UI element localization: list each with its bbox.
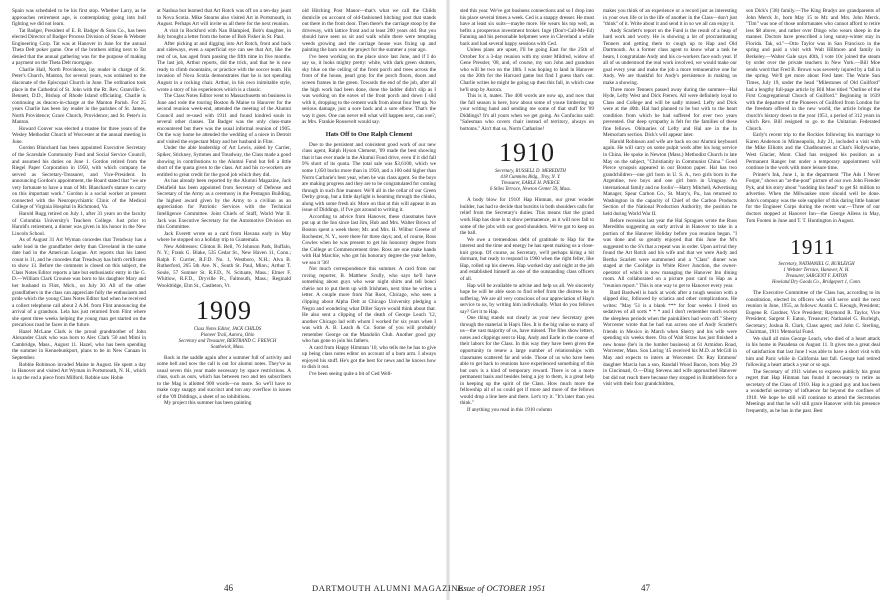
page-number-right: 47 xyxy=(641,583,650,593)
paragraph: After picking at and digging into Art Rotch, front and back and sideways, even a superficial eye can see that Art, like the rest of us, has aged from passing the fifth time in five months. The last job, Arthur reports, did the trick, and that he is now ready to climb mountains, or practice with the soccer team. His invasion of Nova Scotia demonstrates that he is not spending August in a rocking chair. Arthur, in his own inimitable style, wrote a story of his experiences which is a classic. xyxy=(157,40,291,93)
class-officer-address: 418 Cummins Bldg., Troy, N. Y. xyxy=(500,175,561,181)
paragraph: A card from Happy Himman '10, who tells me he has to give up being class notes editor on account of a bum arm. I always enjoyed his stuff. He's got the best for news and he knows how to dish it out. xyxy=(302,344,436,371)
paragraph: The Executive Committee of the Class has, according to its constitution, elected its officers who will serve until the next reunion in June, 1955, as follows: Austin C. Keough, President; Eugene R. Gardner, Vice President; Raymond R. Taylor, Vice President; Sargent F. Eaton, Treasurer; Nathaniel G. Burleigh, Secretary; Joshua R. Clark, Class agent; and John C. Sterling, Chairman, 1911 Memorial Fund. xyxy=(746,290,880,336)
paragraph: makes you think of an experience or a record just as interesting in your own life or in the life of another in the Class—don't just "think" of it. Write about it and send it in so we all can enjoy it. xyxy=(603,8,737,28)
class-year-heading-1909: 1909 xyxy=(196,295,252,325)
paragraph: old Hitching Post Manor—that's what we call the Childs domicile on account of old-fashioned hitching post that stands out there in the front door. Then there's the carriage stoop by the driveway, with lattice front and at least 200 years old. But you should have seen us sit and walk while there were tempting weeds growing and the carriage house was fixing up and painting the barn was the project for the summer a year ago. xyxy=(302,8,436,54)
paragraph: If anything you read in this 1910 column xyxy=(467,406,552,413)
class-officer-line: Secretary, RUSSELL D. MEREDITH xyxy=(495,169,566,175)
paragraph: Harold Rugg retired on July 1, after 31 years on the faculty of Columbia University's Teachers College. Just prior to Harold's retirement, a dinner was given in his honor in the New Lincoln School. xyxy=(12,210,146,237)
paragraph: A visit in Rockford with Nan Blampied, Bob's daughter, in July brought a letter from the home of Bob Fisher in St. Paul. xyxy=(157,27,291,41)
paragraph: Howard Conver was elected a trustee for three years of the Wesley Methodist Church of Worcester at the annual meeting in June. xyxy=(12,125,146,145)
class-officer-line: Treasurer, EARLE H. PIERCE xyxy=(501,181,560,187)
column-3 xyxy=(302,8,436,576)
paragraph: Not much correspondence this summer. A card from our roving reporter, B. Matthew Scully, who says he'll have something about guys who wear night shirts and tell bonci chérie not to put them up with Irishmen, next time he writes a letter. A couple more from Nat Root, Chicago, who sees a clipping about Alpha Delt at Chicago University pledging a Negro and wondering what Diller Sayre would think about that. He also sent a clipping of the death of George Leach '12, another Chicago lad with whom I worked for six years when I was with A. B. Leach & Co. Some of you will probably remember George on the Mandolin Club. Another good guy who has gone to join his fathers. xyxy=(302,266,436,345)
paragraph: Charlie Hall, North Providence, lay reader in charge of St. Peter's Church, Manton, for several years, was ordained to the diaconate of the Episcopal Church in June. The ordination took place in the Cathedral of St. John with the Rt. Rev. Granville G. Bennett, D.D., Bishop of Rhode Island officiating. Charlie is continuing as deacon-in-charge at the Manton Parish. For 25 years Charlie has been lay reader in the parishes of St. James, North Providence; Grace Church, Providence; and St. Peter's in Manton. xyxy=(12,66,146,126)
magazine-title: DARTMOUTH ALUMNI MAGAZINE xyxy=(312,583,464,593)
class-officer-line: Secretary, NATHANIEL G. BURLEIGH xyxy=(778,262,855,268)
paragraph: Harold Robinson and wife are back on our Alumni keyboard again. He will carry on some pulpit work after his long service in China. He spoke in Newton (Mass.) Methodist Church in late May on the subject, "Christianity in Communist China." Good Pierce synopsis appeared in our Boston paper. Hal has two grandchildren—one girl born in U. S. A., two girls born in the Argentine, two boys and one girl born in Uruguay. An international family and no foolin'—Harry Mitchell, Advertising Manager, Spear Carbon Co., St. Mary's, Pa., has returned to Washington in the capacity of Chief of the Carbon Products Section of the National Production Authority, the position he held during World War II. xyxy=(603,138,737,217)
paragraph: One thing stands out clearly as your new Secretary goes through the material in Hap's files. It is the big value so many of us—the vast majority of us, have missed. The files show letters, notes and clippings sent to Hap, Andy and Earle in the course of their labors for the Class. In this way they have been given the opportunity to renew a large number of relationships with classmates scattered far and wide. Those of us who have been able to get back to reunions have experienced something of this but ours is a kind of temporary reward. There is on a more permanent basis and besides being a joy to them, is a great help in keeping up the spirit of the Class. How much more the fellowship all of us could get if more and more of the fellows would drop a line here and there. Let's try it. "It's later than you think." xyxy=(460,315,594,407)
class-officer-address: Pioneer Trail, Aurora, Ohio xyxy=(200,332,255,338)
paragraph: We shall all miss George Leach, who died of a heart attack in his home in Pasadena on August 11. It gives me a great deal of satisfaction that last June I was able to have a short visit with him and Paric while in California last fall. George had retired following a heart attack a year or so ago. xyxy=(746,335,880,369)
section-title: Hats Off to One Ralph Clement xyxy=(325,130,413,138)
paragraph: Hap will be available to advise and help us all. We sincerely hope he will be able soon to find relief from the distress he is suffering. We are all very conscious of our appreciation of Hap's service to us, by writing him individually. What do you fellows say? Get it to Hap. xyxy=(460,282,594,315)
paragraph: As of August 31 Art Wyman concedes that Treadway has a safer lead in the grandfather derby than Cleveland in the same date had in the American League. Art reports that his latest count is 11, and he concedes that Treadway has birth certificates to show 13. Before the comment is closed on this subject, the Class Notes Editor reports a late but enthusiastic entry in the G. D.—William Clark Crounse was born to his daughter Mary and her husband in Flint, Mich., on July 30. All of the other grandfathers in the class can appreciate fully the enthusiasm and pride which the young Class Notes Editor had when he received a collect telephone call about 2 A.M. from Flint announcing the arrival of a grandson. Lela has just returned from Flint where she spent three weeks helping the young man get started on the precarious road he faces in the future. xyxy=(12,237,146,329)
paragraph: Unless plans are upset, I'll be going East for the 25th of October for a 3-day reunion with my sister Mildred, widow of Gene Pressler, '08, and, of course, my son John and grandson who will be two on the 18th. I was hoping to land in Hanover on the 20th for the Harvard game but find I guess that's out. Charlie writes he might be going up then this fall, in which case he'll stop by Aurora. xyxy=(460,47,594,93)
paragraph: According to advice from Hanover, these classmates have put up at the Inn since last Jim, Hub and Mrs. Walter Brown of Boston spent a week there; Mr. and Mrs. H. Wilbur Greene of Rochester, N. Y., were there for three days; and, of course, Ross Cowles when he was present to get his honorary degree from the College at Commencement time. Ross are one make hands with Hal Marchie, who got his honorary degree the year before, we sea it '36! xyxy=(302,213,436,266)
right-page xyxy=(448,0,896,600)
paragraph: Due to the persistent and consistent good work of our new class agent, Ralph Hyson Clement, '09 made the best showing that it has ever made in the Alumni Fund drive, even if it did fall 9% short of its quota. The total sale was $3,6100, which we some 1,050 bucks more than in 1950, and a 100 odd higher than Norm Carbarie's best year, when he was class agent. So the boys are making progress and they are to be congratulated for coming through in such fine manner. We'll all in the cellar of our Green Derby group, but a little daylight is beaming through the chinks, along with some fresh air. More on that at this will appear in an issue of Diddings, if I've got around to writing it. xyxy=(302,141,436,214)
class-officer-address: Southwick, Mass. xyxy=(210,344,245,350)
issue-date: Issue of OCTOBER 1951 xyxy=(457,583,546,593)
paragraph: sted this year. We've got business connections and so I drop into his place several times a week. Ced is a snappy dresser. He must have at least six suits—maybe more. He wears his top well, as befits a prosperous investment broker. Inge (Don't-Call-Me-Ed) Fanning and his personable helpmeet were in Cleveland a while back and had several happy sessions with Ced. xyxy=(460,8,594,47)
paragraph: I've been working on the place since last June, and if I do say so, it looks mighty pretty: white, with dark green shutters, sky blue on the ceiling of the front porch and trees across the front of the house, pearl gray for the porch floors, doors and screen frames in the green. Towards the end of the job, after all the high work had been done, done the ladder didn't slip as I was working on the eaves of the front porch and down I slid with it, dropping to the cement walk from about four feet up. No serious damage, just a sore back and a sore elbow. That's the way it goes. One can never tell what will happen next, can one?, as Mrs. Frankie Roosevelt would say. xyxy=(302,53,436,126)
column-1 xyxy=(12,8,146,576)
paragraph: A body blow for 1910! Hap Hinman, our great wonder builder, has had to decide that bursitis in both shoulders calls for relief from the Secretary's duties. This means that the grand work Hap has done is to show permanence, as it will now fall to some of the jobs with our good shoulders. We've got to keep on the ball. xyxy=(460,197,594,237)
paragraph: As has already been reported by the Alumni Magazine, Jack Delafield has been appointed from Secretary of Defense and Secretary of the Army as a ceremony in the Pentagon Building, the highest award given by the Army to a civilian as an appreciation for Patriotic Services with the Technical Intelligence Committee. Joint Chiefs of Staff, World War II. Jack was Executive Secretary for the Automotive Division on this Committee. xyxy=(157,178,291,231)
page-number-left: 46 xyxy=(224,583,233,593)
paragraph: Bard Bardwell is back at work after a tough session with a slipped disc, followed by sciatica and other complications. He writes: "May '51 is a blank *** for four weeks I lived on sedatives of all sorts * * * and I don't remember much except the sleepless periods when the painkillers had worn off." Sherry Worcester wrote that he had run across one of Andy Scarlett's friends in Mexico in March when Sherry and his wife were spending six weeks there. Ora of Wait Straw has just finished a new house (he's in the lumber business) at 61 Armidon Road, Worcester, Mass. Son Loring '45 received his M.D. at McGill in May and expects to intern at Worcester. Dr. Ray Emmons' daughter Marcia has a son, Randall Wood Bacon, born May 29 in Cincinnati, O.—Ding Stevens and wife approached Hanover but did not reach there because they stopped in Brattleboro for a visit with their four grandchildren, xyxy=(603,289,737,388)
paragraph: Back in the saddle again after a summer full of activity and some hell and now the call is out for alumni notes. They've as usual seven this year made necessary by space restrictions. A class, such as ours, which has between two and ten subscribers to the Mag is allotted 900 words—no more. So we'll have to make copy snappy and succinct and ton any overflow in issues of the '09 Diddings, a sheet of no inhibitions. xyxy=(157,354,291,400)
paragraph: Under the able leadership of Art Lewis, aided by Carrier, Spiker, Stickney, Symmes and Treadway, the Class made a good showing in contributions to the Alumni Fund but fell a little short of the quota given to the class. Art and his co-workers are entitled to great credit for the good job which they did. xyxy=(157,145,291,178)
class-year-heading-1911: 1911 xyxy=(790,235,836,260)
class-officer-line: Class Notes Editor, JACK CHILDS xyxy=(193,326,262,332)
column-5 xyxy=(603,8,737,576)
paragraph: son Dick's ('38) family.—The King Bradys are grandparents of John Merck Jr., born May 15 to Mr. and Mrs. John Merck. "Tim" was one of those unfortunates who cannot afford to retire less $8 above, and rather over Dingo who wears sheep in the manner. Doctors have prescribed a long sunny-winter stay in Florida. Tak, sd."—Otto Taylor was in San Francisco in the spring and paid a visit with Walt Hillmore and family in Berkeley.—Walter Gale says 40th, I vote 10c joined the steam by order over the private teachers in New York.—Bill Moe sends word that Fred B. Brown was severely injured by a fall in the spring. We'll get more about Fred later. The Warie Sun Times, July 19, under the head "Milestones of Old Guilford" had a lengthy full-page article by Bill Moe titled "Outline of the First Congregational Church of Guilford." Beginning in 1639 with the departure of the Pioneers of Guilford from London for the freedom offered in the new world, the article brings the church's history down to the year 1951, a period of 312 years in which Rev. Bill resigned to go to the Unitarian Federated Church. xyxy=(746,8,880,132)
column-4 xyxy=(460,8,594,576)
class-officer-line: Secretary and Treasurer, BERTRAND C. FRENCH xyxy=(178,338,277,344)
paragraph: My project this summer has been painting xyxy=(164,400,252,407)
paragraph: Robbie Robinson invaded Maine in August. He spent a day in Hanover and visited Art Wyman in Portsmouth, N. H., which is up the rod a piece from Milford. Robbie saw Hobie xyxy=(12,361,146,381)
class-officer-address: Howland Dry Goods Co., Bridgeport 1, Conn. xyxy=(771,280,861,286)
class-year-heading-1910: 1910 xyxy=(499,138,555,168)
paragraph: Early's recent trip to the Rockies following his marriage to Karen Anderson in Minneapolis, July 21, included a visit with the Mike Elliotts and the Chadbournes at Chat's Hollywarne, West Glacier, Mont. Chad has resigned his position as a Permanent Ranger but under a temporary appointment will continue in the work with more leisure time. xyxy=(746,132,880,172)
paragraph: Spain was scheduled to be his first stop. Whether Larry, as he approaches retirement age, is contemplating going into bull fighting we did not learn. xyxy=(12,8,146,28)
addresses-paragraph: New Addresses: Clinton B. Bell, 76 Johnson Park, Buffalo, N. Y.; Frank G. Blake, 535 Cedar St., New Haven 11, Conn.; Ralph F. Currier, R.F.D. No. 1, Westboro, N.H.; Alva B. Rutherford, 265 5th Ave. N., South St. Paul, Minn.; Arthur T. Soule, 57 Sumner St. R.F.D., N. Scituate, Mass.; Elmer F. Whitlow, R.F.D., Dryville Ft., Falmouth, Mass.; Reginald Wooldridge, Elm St., Castleton, Vt. xyxy=(157,243,291,289)
paragraph: Three more Tenners passed away during the summer—Hal Hyde, Lefty West and Dick Fterers. All were definitely loyal to Class and College and will be sadly missed. Lefty and Dick were at the 40th. Hal had planned to be but with to the heart condition from which he had suffered for over two years prevented. Our deep sympathy is felt for the families of these fine fellows. Obituaries of Lefty and Hal are in the In Memoriam section. Dick's will appear later. xyxy=(603,86,737,139)
paragraph: Jack Everett wrote us a card from Havana early in May where he stopped on a holiday trip to Guatemala. xyxy=(157,230,291,244)
paragraph: Gordon Blanchard has been appointed Executive Secretary of the Scarsdale Community Fund and Social Service Council, and assumed his duties on June 1. Gordon retired from the Riegel Paper Corporation in 1950, with which company he served as Secretary-Treasurer, and Vice-President. In announcing Gordon's appointment, the Board stated that "we are very fortunate to have a man of Mr. Blanchard's stature to carry on this important work." Gordon is a social worker at present connected with the Neuropsychiatric Clinic of the Medical College of Virginia Hospital in Richmond, Va. xyxy=(12,145,146,211)
paragraph: I've been seeing quite a bit of Ced Well- xyxy=(309,370,393,377)
paragraph: This is it, mates. The 400 words are now up, and now that the fall season is here, how about some of youse limbering up your writing hand and sending me some of that stuff for '09 Diddings? It's all yours when we get going. As Confucius said: "Salesman who covers chair instead of territory, always on bottoms." Ain't that so, Norm Catharine! xyxy=(460,93,594,132)
paragraph: Hazel McLane Clark is the proud grandmother of John Alexander Clark who was born to Alec Clark '50 and Mimi in Cambridge, Mass., August 11. Hazel, who has been spending the summer in Kennebunkport, plans to be in New Canaan in September. xyxy=(12,328,146,361)
column-2 xyxy=(157,8,291,576)
paragraph: We owe a tremendous debt of gratitude to Hap for the interest and the time and energy he has spent making us a close-knit group. Of course, as Secretary, we'll perhaps hiring a bit dormant, but ready to respond in 1960 when the right feller, like Hap, rolled up his sleeves. Hap worked day and night at the job and established himself as one of the outstanding class officers of all. xyxy=(460,236,594,282)
paragraph: The Secretary of 1911 wishes to express publicly his great regret that Hap Hinman has found it necessary to retire as secretary of the Class of 1910. Hap is a grand guy and has been a wonderful secretary of influence far beyond the confines of 1910. We hope he still will continue to attend the Secretaries Meetings and that he will still grace Hanover with his presence frequently, as he has in the past. Best xyxy=(746,368,880,414)
column-6 xyxy=(746,8,880,576)
paragraph: Tat Badger, President of E. B. Badger & Sons Co., has been elected Director of Badger Process Division of Stone & Webster Engineering Corp. Tat was at Hanover in June for the annual Theta Delt poker game. One of the brothers sitting next to Tat denied that the annual gathering was for the purpose of making a payment on the Theta Delt mortgage. xyxy=(12,27,146,67)
paragraph: The Class Notes Editor went to Massachusetts on business in June and rode the touring Boston & Maine to Hanover for the second reunion week-end, attended the meeting of the Alumni Council and re-used with 1911 and found kindred souls in several other classes. Tat Badger was the only class-mate encountered but there was the usual informal reunion of 1905. On the way home he attended the wedding of a niece in Detroit and visited the expectant Mary and her husband in Flint. xyxy=(157,93,291,145)
paragraph: at Nashua but learned that Art Rotch was off on a ten-day jaunt to Nova Scotia. Mike Stearns also visited Art in Portsmouth, in August. Perhaps Art will invite us all there for the next reunion. xyxy=(157,8,291,28)
paragraph: Andy Scarlett's report on the Fund is the result of a heap of hard work and worry. He is showing a lot of procrastinating Tenners and getting them to cough up to Hap and Old Dartmouth. As a former class agent to know what a task he bears, I congratulate Andy and his co-workers face each year. If all of us understood the real work involved, we would make our goal every year and make the job a more remunerative one for Andy. We are thankful for Andy's persistence in making us make a showing. xyxy=(603,27,737,87)
class-officer-address: 6 Stiles Terrace, Newton Center 59, Mass. xyxy=(490,187,571,193)
class-officer-line: Treasurer, SARGENT F. EATON xyxy=(785,274,848,280)
paragraph: Printer's Ink, June 1, in the department "The Ads I Never Forgot," shows an "at-the-post" picture of our own John Fiender Pyk, and his story about "nodding his head" to get $1 million to advertise. When the Milwaukee store should well be done. John's company was the sole supplier of this daring little banner for the Engineer Corps during the recent war.—Three of our doctors stopped at Hanover Inn—the George Allens in May, Tom Footen in June and T. T. Huntington in August. xyxy=(746,171,880,224)
class-officer-address: 1 Webster Terrace, Hanover, N. H. xyxy=(783,268,850,274)
paragraph: Before recession last year the Hal Spragues wrote the Russ Merediths suggesting an early arrival in Hanover to take in a portion of the Hanover Holiday before you reunion began. "I was done and so greatly enjoyed that this June the M's suggested to the S's that a repeat was in order. Upon arrival they found the Art Rotch and his wife and that we were Andy and Bertha Scarlett were summoned and a "Class" dinner was staged at the Coolidge in White River Junction, the owner-operator of which is now managing the Hanover Inn dining room. All collaborated on a picture post card to Hap as a "reunion report." This is one way to get to Hanover every year. xyxy=(603,217,737,289)
